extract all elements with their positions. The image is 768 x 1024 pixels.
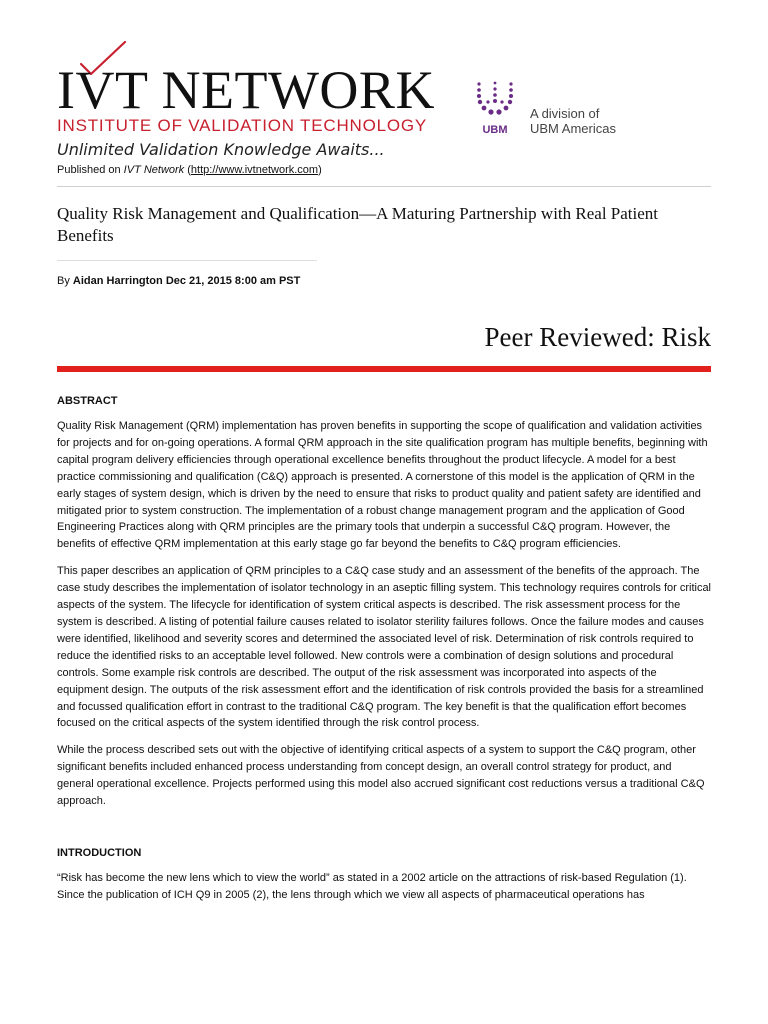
division-line-2: UBM Americas <box>530 121 616 136</box>
header-divider <box>57 186 711 187</box>
abstract-heading: ABSTRACT <box>57 395 118 407</box>
article-body <box>57 394 711 914</box>
byline <box>57 275 300 287</box>
division-text <box>530 106 616 136</box>
institute-of-validation-technology-text: INSTITUTE OF VALIDATION TECHNOLOGY <box>57 116 428 135</box>
by-label: By <box>57 275 70 287</box>
abstract-paragraph-3: While the process described sets out with the objective of identifying critical aspects of a system to support the C&Q program, other significant benefits included enhanced process understanding from concept design, an overall control strategy for product, and general operational excellence. Projects performed using this model also accrued significant cost reductions versus a traditional C&Q approach. <box>57 744 705 808</box>
published-close-paren: ) <box>318 164 322 176</box>
published-prefix: Published on <box>57 164 124 176</box>
ivt-network-logo[interactable]: IVT NETWORK <box>57 60 435 120</box>
site-header <box>57 40 717 180</box>
ubm-logo[interactable] <box>475 80 515 136</box>
abstract-paragraph-1: Quality Risk Management (QRM) implementation has proven benefits in supporting the scope of qualification and validation activities for projects and for on-going operations. A formal QRM approach in the site qualification program has multiple benefits, beginning with capital program delivery efficiencies through operational excellence benefits throughout the product lifecycle. A model for a best practice commissioning and qualification (C&Q) approach is presented. A cornerstone of this model is the application of QRM in the early stages of system design, which is driven by the need to ensure that risks to product quality and patient safety are identified and mitigated prior to system construction. The implementation of a robust change management program and the application of Good Engineering Practices along with QRM principles are the primary tools that underpin a successful C&Q program. However, the benefits of effective QRM implementation at this early stage go far beyond the benefits to C&Q program efficiencies. <box>57 420 708 551</box>
section-rule <box>57 366 711 372</box>
author-name[interactable]: Aidan Harrington <box>72 275 163 287</box>
title-divider <box>57 260 317 261</box>
tagline: Unlimited Validation Knowledge Awaits... <box>57 140 385 159</box>
ivtnetwork-link[interactable]: http://www.ivtnetwork.com <box>190 164 319 176</box>
published-site-name: IVT Network <box>123 164 185 176</box>
introduction-paragraph-1: “Risk has become the new lens which to view the world” as stated in a 2002 article on the attractions of risk-based Regulation (1). Since the publication of ICH Q9 in 2005 (2), the lens through which we view all aspects of pharmaceutical operations has <box>57 871 687 901</box>
published-line <box>57 164 322 176</box>
publish-date: Dec 21, 2015 8:00 am PST <box>165 275 301 287</box>
published-open-paren: ( <box>184 164 191 176</box>
introduction-heading: INTRODUCTION <box>57 846 142 859</box>
article-title: Quality Risk Management and Qualification—A Maturing Partnership with Real Patient Benefits <box>57 204 659 245</box>
division-line-1: A division of <box>530 106 600 121</box>
abstract-paragraph-2: This paper describes an application of QRM principles to a C&Q case study and an assessment of the benefits of the approach. The case study describes the implementation of isolator technology in an aseptic filling system. This technology requires controls for critical aspects of the system. The lifecycle for identification of system critical aspects is described. The risk assessment process for the system is described. A listing of potential failure causes related to isolator sterility failures follows. Once the failure modes and causes were identified, likelihood and severity scores and determined the associated level of risk. Determination of risk controls required to reduce the identified risks to an acceptable level followed. New controls were a combination of design solutions and procedural controls. Some example risk controls are described. The output of the risk assessment was incorporated into aspects of the equipment design. The outputs of the risk assessment effort and the identification of risk controls provided the basis for a streamlined and focussed qualification effort in contrast to the traditional C&Q program. The key benefit is that the qualification effort becomes focused on the critical aspects of the system identified through the risk control process. <box>57 565 712 730</box>
ubm-dots-icon <box>475 80 515 122</box>
ubm-label: UBM <box>482 124 508 136</box>
section-title: Peer Reviewed: Risk <box>484 322 711 352</box>
